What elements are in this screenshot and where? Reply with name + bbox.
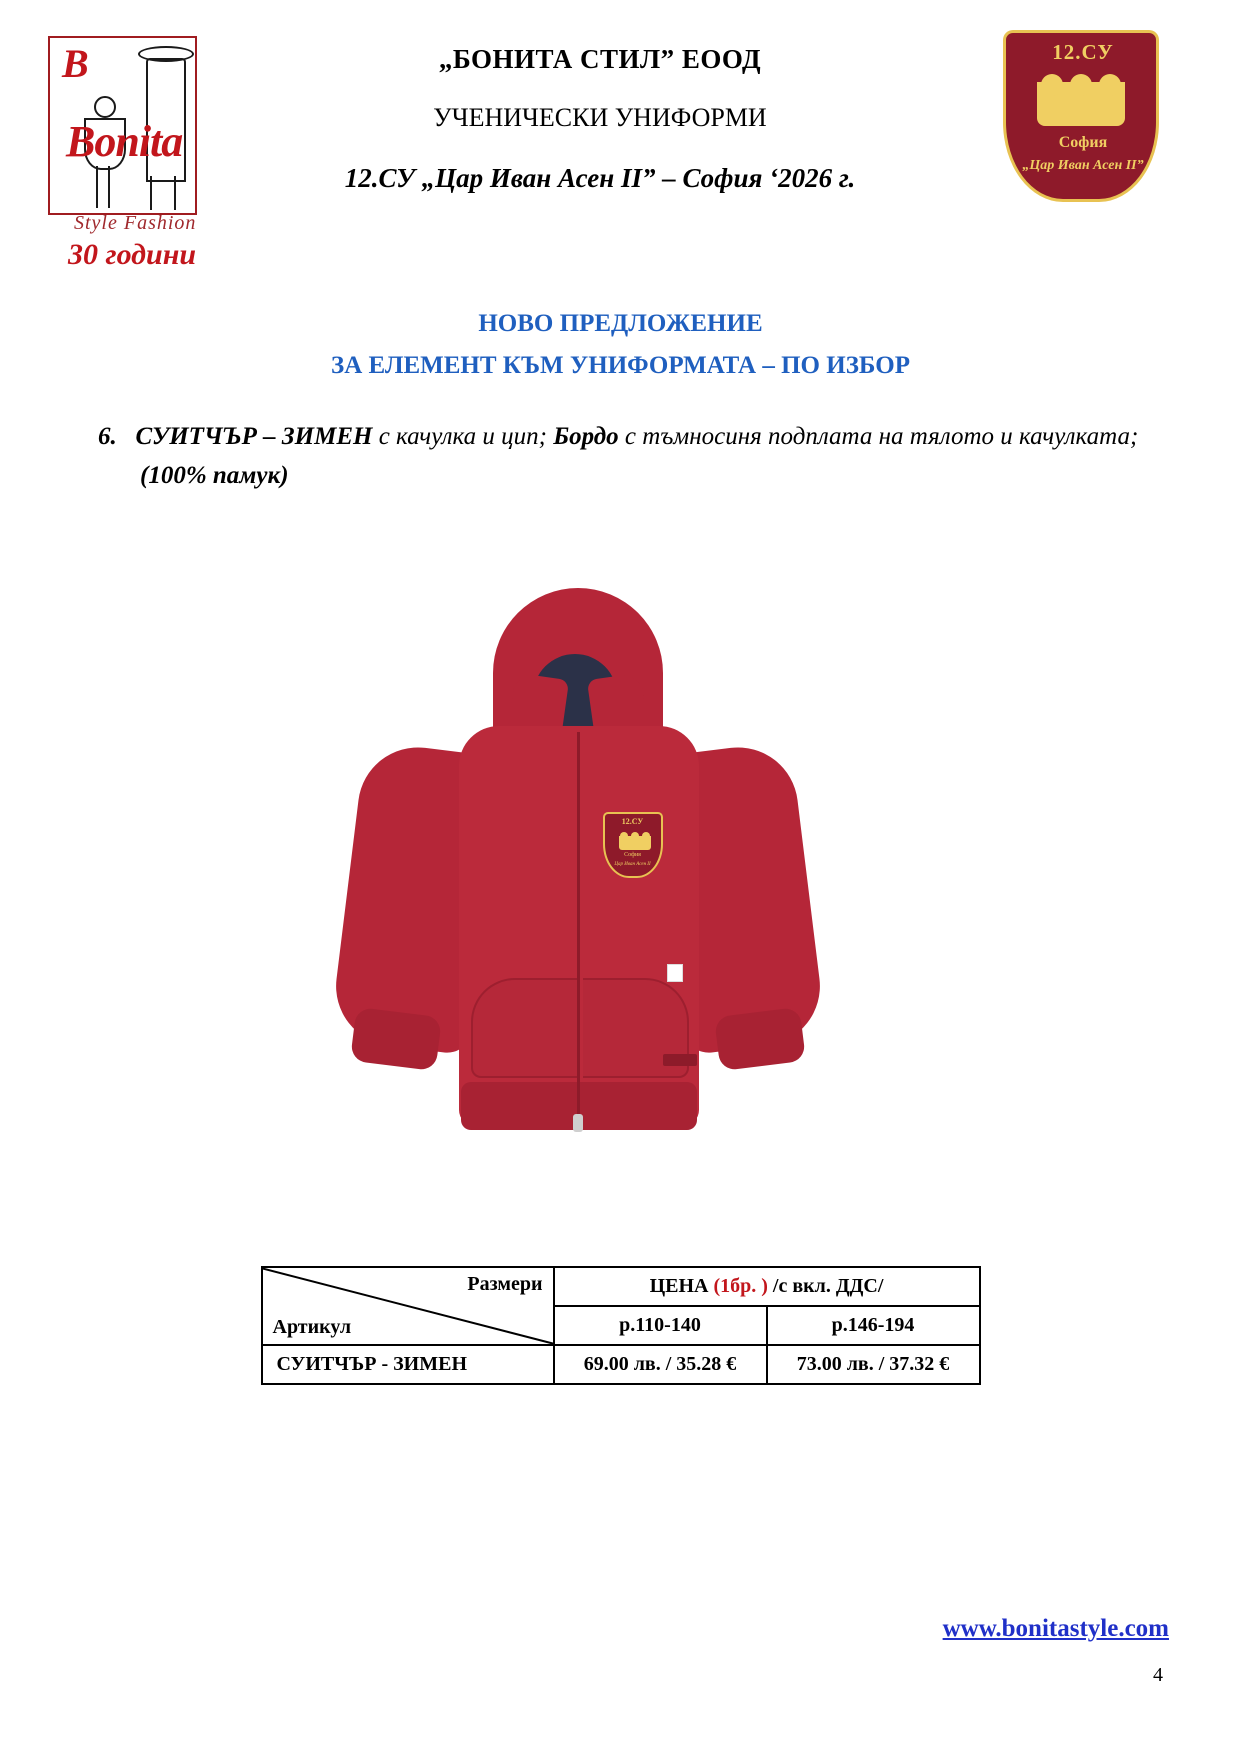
hoodie-zipper	[577, 732, 580, 1124]
badge-dot-3	[642, 832, 650, 840]
logo-man-leg-icon	[150, 176, 152, 210]
item-number: 6.	[98, 423, 117, 450]
article-label: Артикул	[272, 1315, 352, 1338]
logo-woman-leg2-icon	[108, 166, 110, 208]
company-logo	[40, 28, 200, 296]
badge-arc-text: Цар Иван Асен II	[614, 861, 651, 867]
school-crest-icon	[1003, 30, 1163, 218]
table-corner-cell	[262, 1267, 554, 1345]
item-desc-part2: с тъмносиня подплата на тялото и качулката;	[618, 423, 1139, 450]
hoodie-brand-label	[663, 1054, 697, 1066]
item-material: (100% памук)	[140, 461, 289, 489]
company-name: „БОНИТА СТИЛ” ЕООД	[438, 44, 762, 74]
row-article-name: СУИТЧЪР - ЗИМЕН	[262, 1345, 554, 1384]
offer-heading	[0, 310, 1241, 380]
item-color: Бордо	[553, 423, 619, 450]
website-link[interactable]: www.bonitastyle.com	[942, 1615, 1169, 1642]
row-price-1: 69.00 лв. / 35.28 €	[554, 1345, 767, 1384]
offer-line-1: НОВО ПРЕДЛОЖЕНИЕ	[478, 310, 763, 337]
item-description	[0, 418, 1241, 496]
logo-woman-leg-icon	[96, 166, 98, 208]
offer-line-2: ЗА ЕЛЕМЕНТ КЪМ УНИФОРМАТА – ПО ИЗБОР	[331, 352, 910, 379]
price-header-text: ЦЕНА	[649, 1274, 714, 1297]
table-header-row	[262, 1267, 980, 1306]
logo-woman-head-icon	[94, 96, 116, 118]
badge-top-label: 12.СУ	[621, 816, 644, 826]
school-line: 12.СУ „Цар Иван Асен II” – София ‘2026 г.	[344, 163, 856, 193]
logo-wordmark: Bonita	[66, 117, 183, 166]
crest-dot-2	[1070, 74, 1092, 96]
row-price-2: 73.00 лв. / 37.32 €	[767, 1345, 980, 1384]
logo-years: 30 години	[68, 238, 197, 271]
hoodie-right-cuff	[714, 1006, 806, 1070]
size-column-2: р.146-194	[767, 1306, 980, 1345]
crest-arc-text: „Цар Иван Асен II”	[1022, 158, 1144, 173]
crest-dot-1	[1041, 74, 1063, 96]
badge-dot-1	[620, 832, 628, 840]
badge-city: София	[624, 851, 641, 858]
header-titles	[220, 44, 980, 194]
document-header	[0, 0, 1241, 290]
product-image	[311, 526, 931, 1226]
badge-dot-2	[631, 832, 639, 840]
hoodie-zipper-pull	[573, 1114, 583, 1132]
crest-dot-3	[1099, 74, 1121, 96]
price-table	[261, 1266, 981, 1385]
hoodie-sleeve-tag	[667, 964, 683, 982]
hoodie-illustration	[311, 526, 931, 1226]
logo-frame	[48, 36, 197, 215]
logo-tagline: Style Fashion	[74, 212, 197, 234]
sizes-label: Размери	[467, 1272, 543, 1295]
item-desc-part1: с качулка и цип;	[372, 423, 554, 450]
price-header-qty: (1бр. )	[713, 1274, 768, 1297]
page-number: 4	[1153, 1664, 1163, 1686]
price-header-vat: /с вкл. ДДС/	[767, 1274, 884, 1297]
item-name: СУИТЧЪР – ЗИМЕН	[135, 423, 373, 450]
hoodie-left-cuff	[350, 1006, 442, 1070]
size-column-1: р.110-140	[554, 1306, 767, 1345]
crest-city: София	[1058, 134, 1108, 151]
hoodie-school-badge-icon	[603, 812, 663, 878]
table-row	[262, 1345, 980, 1384]
crest-top-label: 12.СУ	[1052, 40, 1114, 64]
document-subtitle: УЧЕНИЧЕСКИ УНИФОРМИ	[433, 103, 767, 132]
logo-man-leg2-icon	[174, 176, 176, 210]
hoodie-left-pocket	[471, 978, 577, 1078]
price-header-cell	[554, 1267, 980, 1306]
logo-letter: B	[62, 41, 89, 86]
